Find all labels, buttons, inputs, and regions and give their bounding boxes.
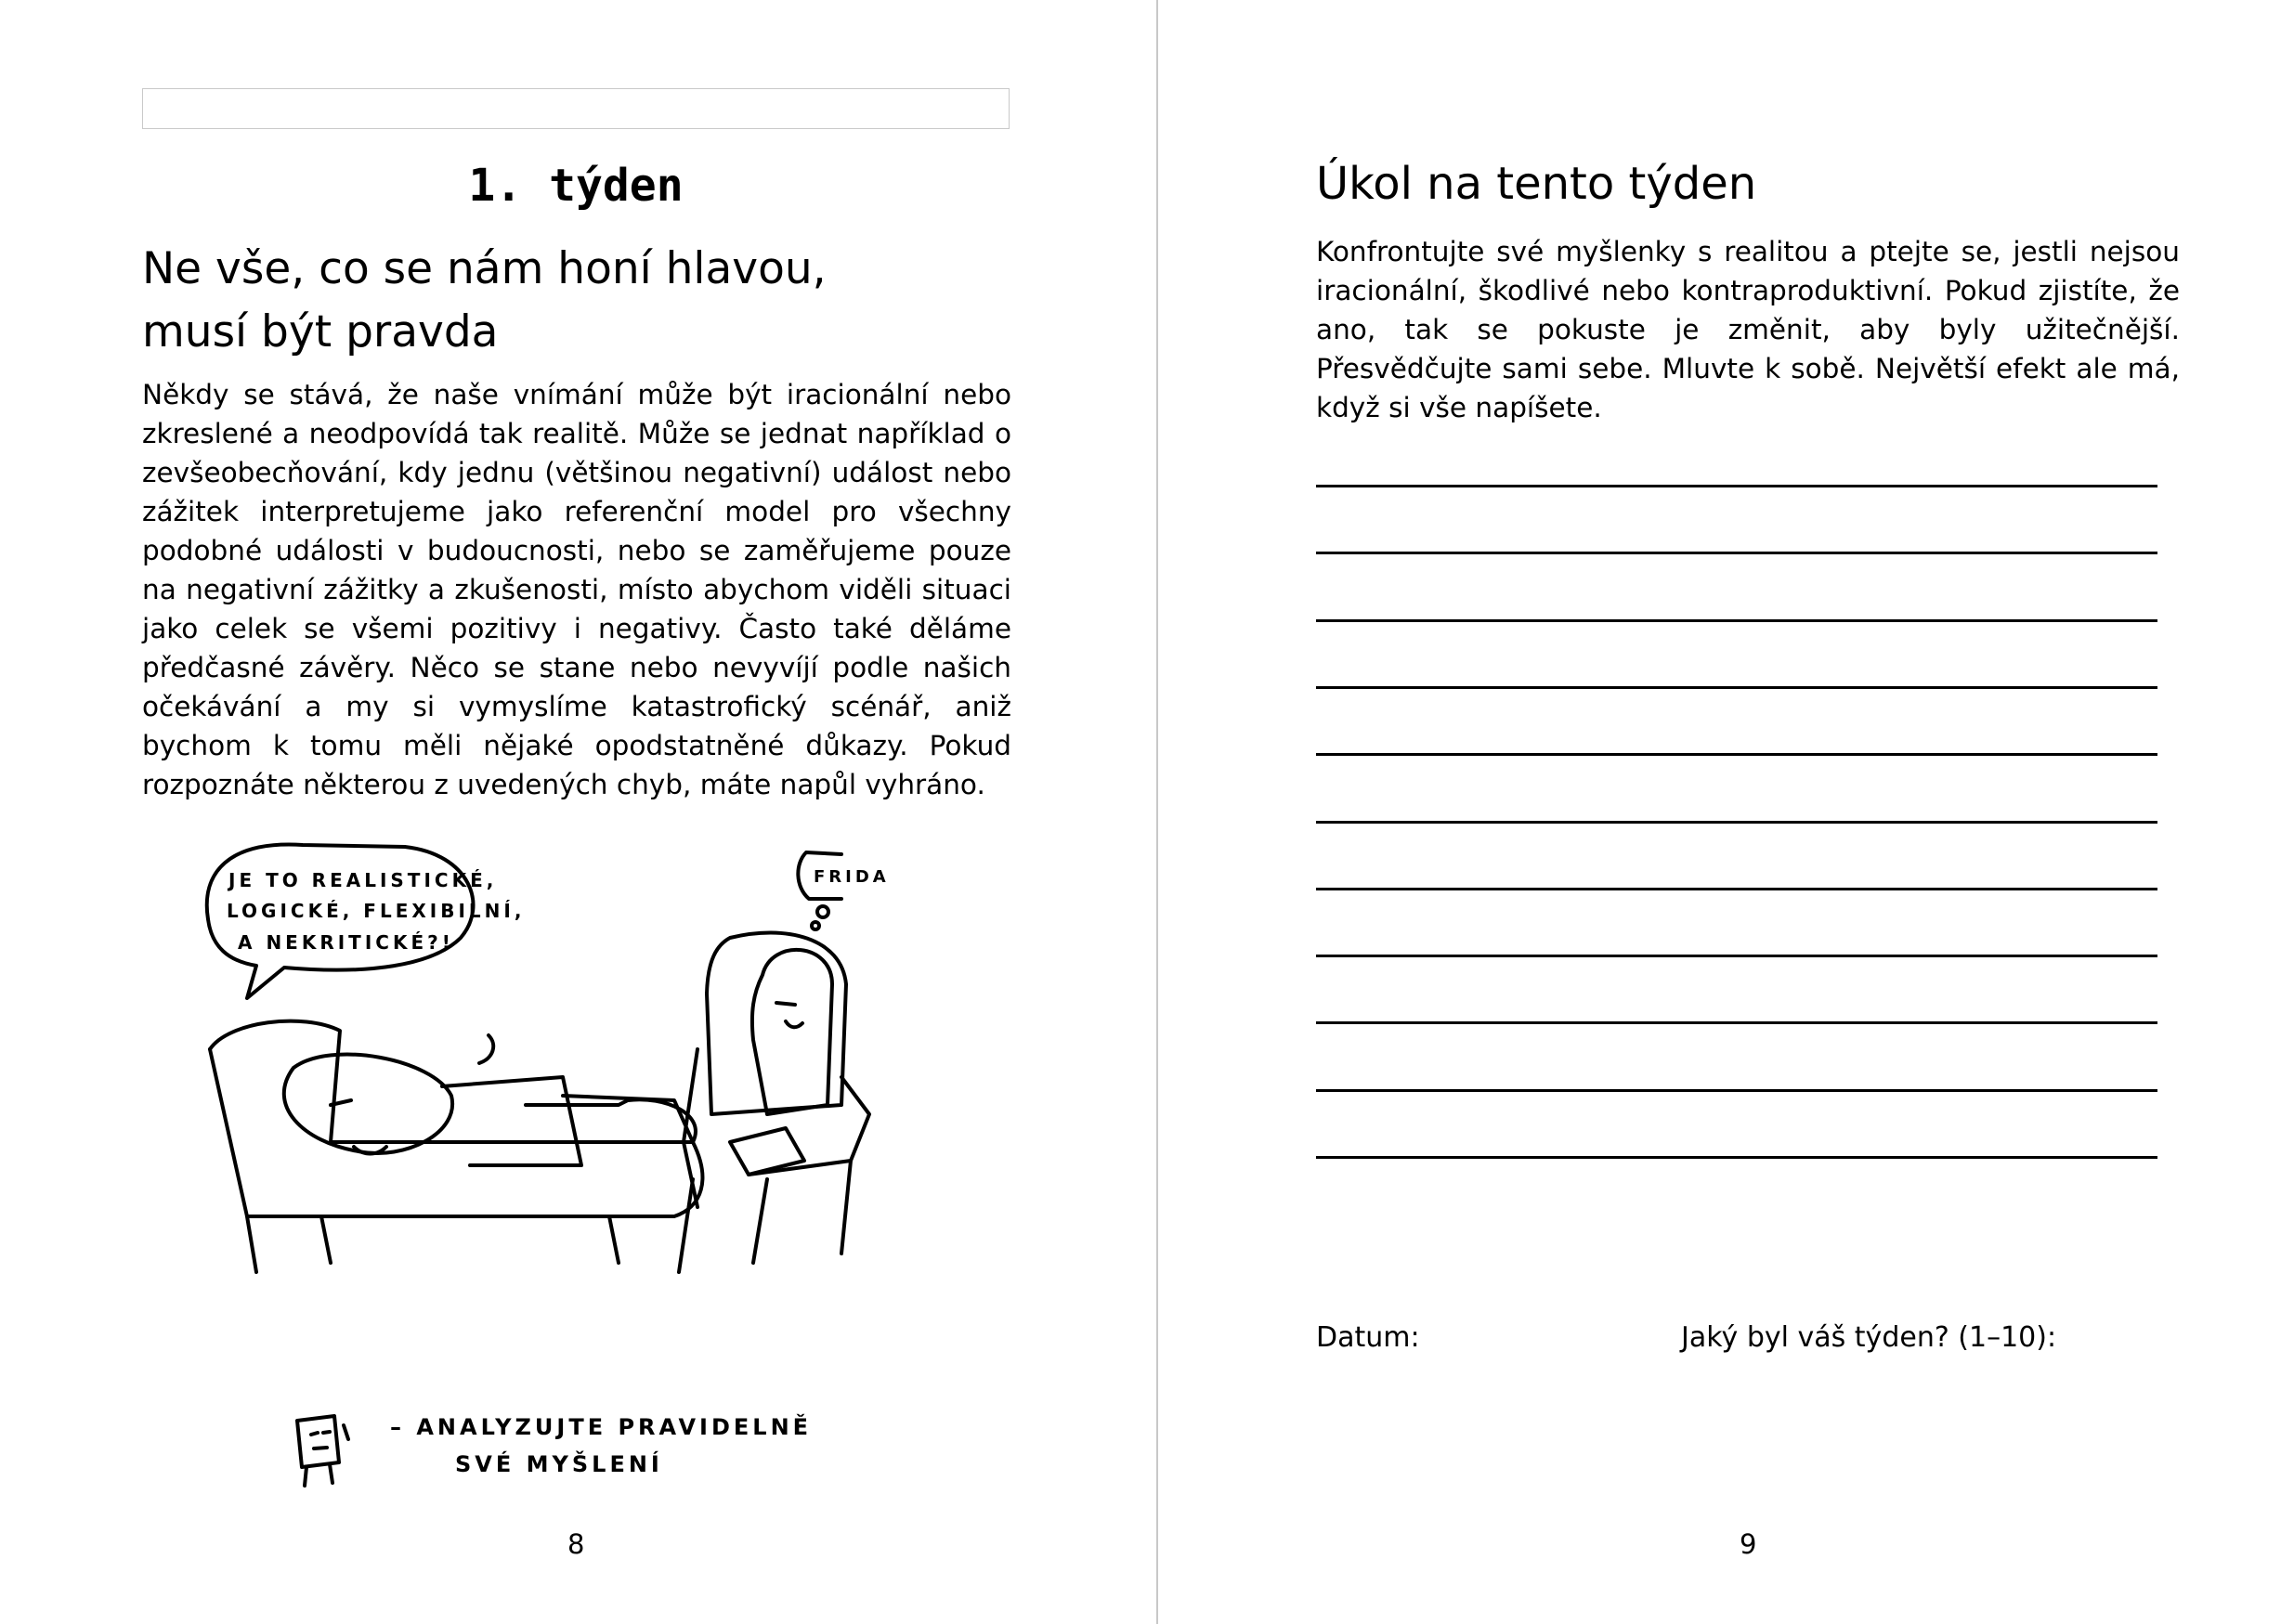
writing-line (1316, 686, 2157, 689)
writing-line (1316, 619, 2157, 622)
writing-line (1316, 485, 2157, 487)
patient-bubble-line-1: JE TO REALISTICKÉ, (228, 869, 498, 891)
writing-line (1316, 753, 2157, 756)
patient-bubble-line-2: LOGICKÉ, FLEXIBILNÍ, (227, 900, 526, 922)
heading-line-1: Ne vše, co se nám honí hlavou, (142, 243, 827, 294)
page-number-left: 8 (567, 1528, 585, 1560)
writing-line (1316, 888, 2157, 890)
therapist-bubble-text: FRIDA (814, 867, 890, 887)
writing-line (1316, 1156, 2157, 1159)
week-title: 1. týden (468, 160, 684, 212)
writing-line (1316, 552, 2157, 554)
footer-cartoon-line-2: SVÉ MYŠLENÍ (455, 1451, 663, 1477)
week-rating-label: Jaký byl váš týden? (1–10): (1681, 1321, 2057, 1354)
task-title: Úkol na tento týden (1316, 158, 1757, 210)
writing-line (1316, 955, 2157, 957)
heading-line-2: musí být pravda (142, 306, 499, 357)
task-text: Konfrontujte své myšlenky s realitou a ptejte se, jestli nejsou iracionální, škodlivé nebo kontraproduktivní. Pokud zjistíte, že ano, tak se pokuste je změnit, aby byly užitečnější. Přesvědčujte sami sebe. Mluvte k sobě. Největší efekt ale má, když si vše napíšete. (1316, 236, 2180, 423)
page-number-right: 9 (1740, 1528, 1757, 1560)
patient-bubble-line-3: A NEKRITICKÉ?! (238, 931, 454, 954)
date-label: Datum: (1316, 1321, 1420, 1354)
body-paragraph: Někdy se stává, že naše vnímání může být iracionální nebo zkreslené a neodpovídá tak realitě. Může se jednat například o zevšeobecňování, kdy jednu (většinou negativní) událost nebo zážitek interpretujeme jako referenční model pro všechny podobné události v budoucnosti, nebo se zaměřujeme pouze na negativní zážitky a zkušenosti, místo abychom viděli situaci jako celek se všemi pozitivy i negativy. Často také děláme předčasné závěry. Něco se stane nebo nevyvíjí podle našich očekávání a my si vymyslíme katastrofický scénář, aniž bychom k tomu měli nějaké opodstatněné důkazy. Pokud rozpoznáte některou z uvedených chyb, máte napůl vyhráno. (142, 379, 1011, 800)
writing-line (1316, 821, 2157, 824)
writing-line (1316, 1089, 2157, 1092)
footer-cartoon-line-1: – ANALYZUJTE PRAVIDELNĚ (390, 1414, 813, 1440)
writing-line (1316, 1021, 2157, 1024)
